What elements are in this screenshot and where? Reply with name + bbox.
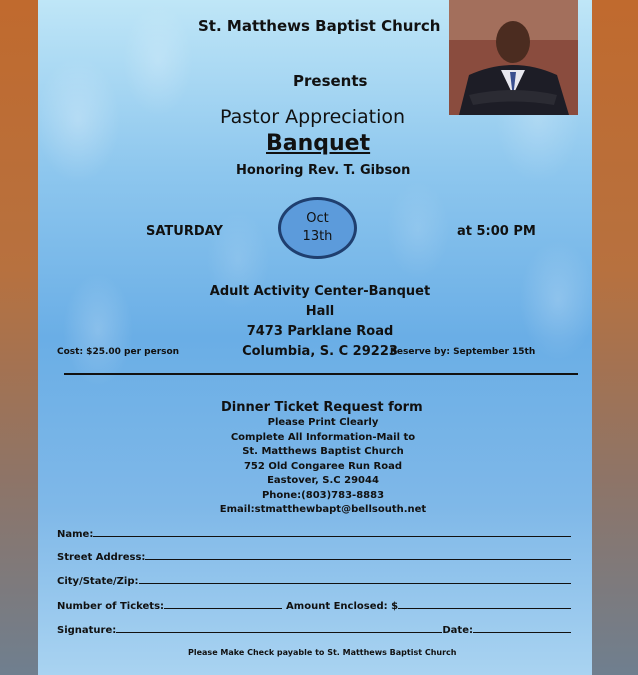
form-title: Dinner Ticket Request form (221, 400, 423, 415)
city-label: City/State/Zip: (57, 576, 139, 587)
form-info-line: Phone:(803)783-8883 (261, 489, 385, 501)
tickets-amount-field[interactable] (57, 598, 571, 612)
name-field[interactable] (57, 526, 571, 540)
form-info-line: Complete All Information-Mail to (230, 431, 416, 443)
payment-note: Please Make Check payable to St. Matthews Baptist Church (188, 648, 457, 657)
form-info-line: Eastover, S.C 29044 (267, 475, 379, 486)
street-label: Street Address: (57, 552, 146, 563)
event-time: at 5:00 PM (457, 224, 536, 239)
honoree-text: Honoring Rev. T. Gibson (236, 163, 411, 178)
divider (64, 373, 578, 375)
signature-date-field[interactable] (57, 622, 571, 636)
church-name: St. Matthews Baptist Church (198, 17, 441, 35)
street-line[interactable] (145, 559, 571, 560)
date-circle (278, 197, 357, 259)
form-info-line: St. Matthews Baptist Church (242, 446, 404, 457)
event-day: SATURDAY (146, 224, 223, 239)
name-label: Name: (57, 529, 94, 540)
name-line[interactable] (93, 536, 571, 537)
venue-line1: Adult Activity Center-Banquet Hall (209, 284, 431, 319)
venue-line3: Columbia, S. C 29223 (242, 344, 398, 359)
presents-text: Presents (293, 72, 368, 90)
tickets-line[interactable] (164, 608, 282, 609)
form-instructions (208, 416, 438, 518)
form-info-line: 752 Old Congaree Run Road (243, 460, 403, 472)
event-month: Oct (306, 211, 329, 226)
signature-line[interactable] (116, 632, 442, 633)
pastor-portrait-image (449, 0, 578, 115)
form-info-line: Email:stmatthewbapt@bellsouth.net (219, 504, 427, 515)
amount-label: Amount Enclosed: $ (286, 601, 399, 612)
event-date: 13th (302, 229, 333, 244)
city-field[interactable] (57, 573, 571, 587)
venue-line2: 7473 Parklane Road (246, 324, 394, 339)
date-label: Date: (442, 625, 473, 636)
event-title-line1: Pastor Appreciation (220, 106, 406, 128)
signature-label: Signature: (57, 625, 117, 636)
event-title-line2: Banquet (266, 131, 371, 156)
form-info-line: Please Print Clearly (267, 417, 379, 428)
city-line[interactable] (139, 583, 572, 584)
pastor-photo (449, 0, 578, 115)
tickets-label: Number of Tickets: (57, 601, 165, 612)
street-field[interactable] (57, 549, 571, 563)
flyer (38, 0, 592, 675)
date-line[interactable] (473, 632, 571, 633)
amount-line[interactable] (398, 608, 571, 609)
cost-text: Cost: $25.00 per person (57, 347, 180, 357)
reserve-text: Reserve by: September 15th (390, 347, 536, 357)
